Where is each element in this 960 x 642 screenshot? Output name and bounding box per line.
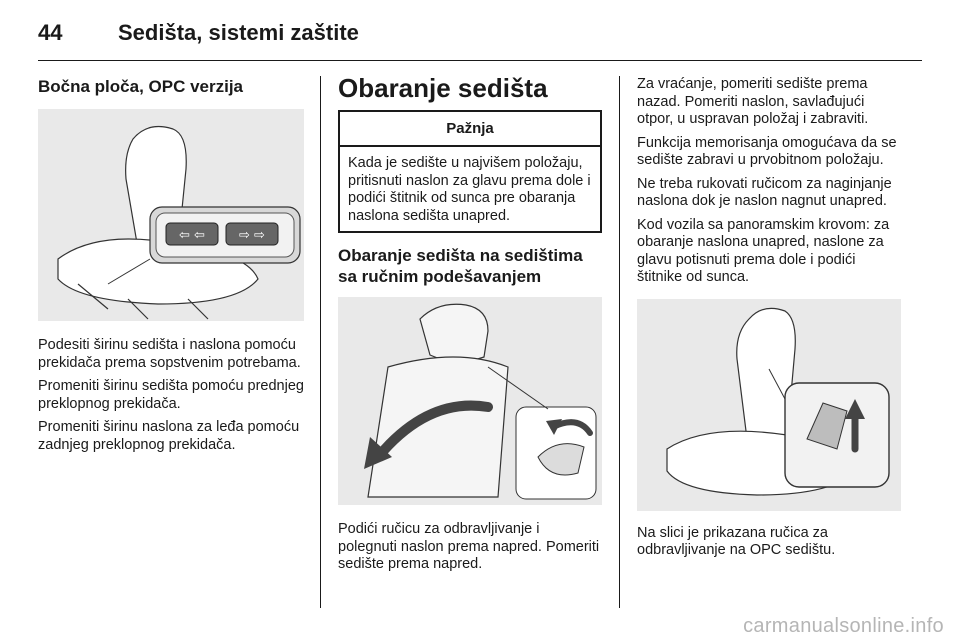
column-divider-1 bbox=[320, 76, 321, 608]
caution-box bbox=[338, 110, 602, 233]
paragraph-3: Promeniti širinu naslona za leđa pomoću zadnjeg preklopnog prekidača. bbox=[38, 419, 300, 453]
column-3 bbox=[637, 76, 901, 566]
paragraph-1: Podesiti širinu sedišta i naslona pomoću prekidača prema sopstvenim potrebama. bbox=[38, 337, 301, 371]
paragraph-panoramic-roof: Kod vozila sa panoramskim krovom: za obaranje naslona unapred, naslone za glavu potisnuti prema dole i podići štitnike od sunca. bbox=[637, 216, 890, 285]
paragraph-do-not-operate: Ne treba rukovati ručicom za naginjanje naslona dok je naslon nagnut unapred. bbox=[637, 175, 892, 209]
seat-switch-illustration bbox=[38, 109, 304, 321]
paragraph-memory: Funkcija memorisanja omogućava da se sedište zabravi u prvobitnom položaju. bbox=[637, 134, 897, 168]
section-heading-fold-seat: Obaranje sedišta bbox=[338, 73, 548, 103]
caution-title: Pažnja bbox=[340, 112, 600, 147]
column-2 bbox=[338, 73, 602, 580]
column-1 bbox=[38, 76, 304, 460]
opc-lever-illustration bbox=[637, 299, 901, 511]
chapter-title: Sedišta, sistemi zaštite bbox=[118, 20, 359, 45]
figure-caption-opc: Na slici je prikazana ručica za odbravljivanje na OPC sedištu. bbox=[637, 524, 836, 558]
header-rule bbox=[38, 60, 922, 61]
paragraph-manual-fold: Podići ručicu za odbravljivanje i polegnuti naslon prema napred. Pomeriti sedište prema napred. bbox=[338, 521, 600, 572]
watermark: carmanualsonline.info bbox=[743, 615, 944, 637]
paragraph-return: Za vraćanje, pomeriti sedište prema nazad. Pomeriti naslon, savlađujući otpor, u uspravan položaj i zabraviti. bbox=[637, 76, 869, 127]
caution-body: Kada je sedište u najvišem položaju, pritisnuti naslon za glavu prema dole i podići štitnik od sunca pre obaranja naslona sedišta unapred. bbox=[348, 155, 591, 224]
page-number: 44 bbox=[38, 20, 63, 45]
subheading-manual-seats: Obaranje sedišta na sedištima sa ručnim podešavanjem bbox=[338, 246, 583, 286]
column-divider-2 bbox=[619, 76, 620, 608]
figure-manual-fold bbox=[338, 297, 602, 505]
svg-text:⇨ ⇨: ⇨ ⇨ bbox=[239, 228, 265, 243]
page-header bbox=[38, 16, 922, 56]
figure-opc-seat-switches bbox=[38, 109, 304, 321]
paragraph-2: Promeniti širinu sedišta pomoću prednjeg preklopnog prekidača. bbox=[38, 378, 304, 412]
manual-fold-illustration bbox=[338, 297, 602, 505]
figure-opc-release-lever bbox=[637, 299, 901, 511]
svg-text:⇦ ⇦: ⇦ ⇦ bbox=[179, 228, 205, 243]
section-heading-side-panel: Bočna ploča, OPC verzija bbox=[38, 77, 244, 96]
